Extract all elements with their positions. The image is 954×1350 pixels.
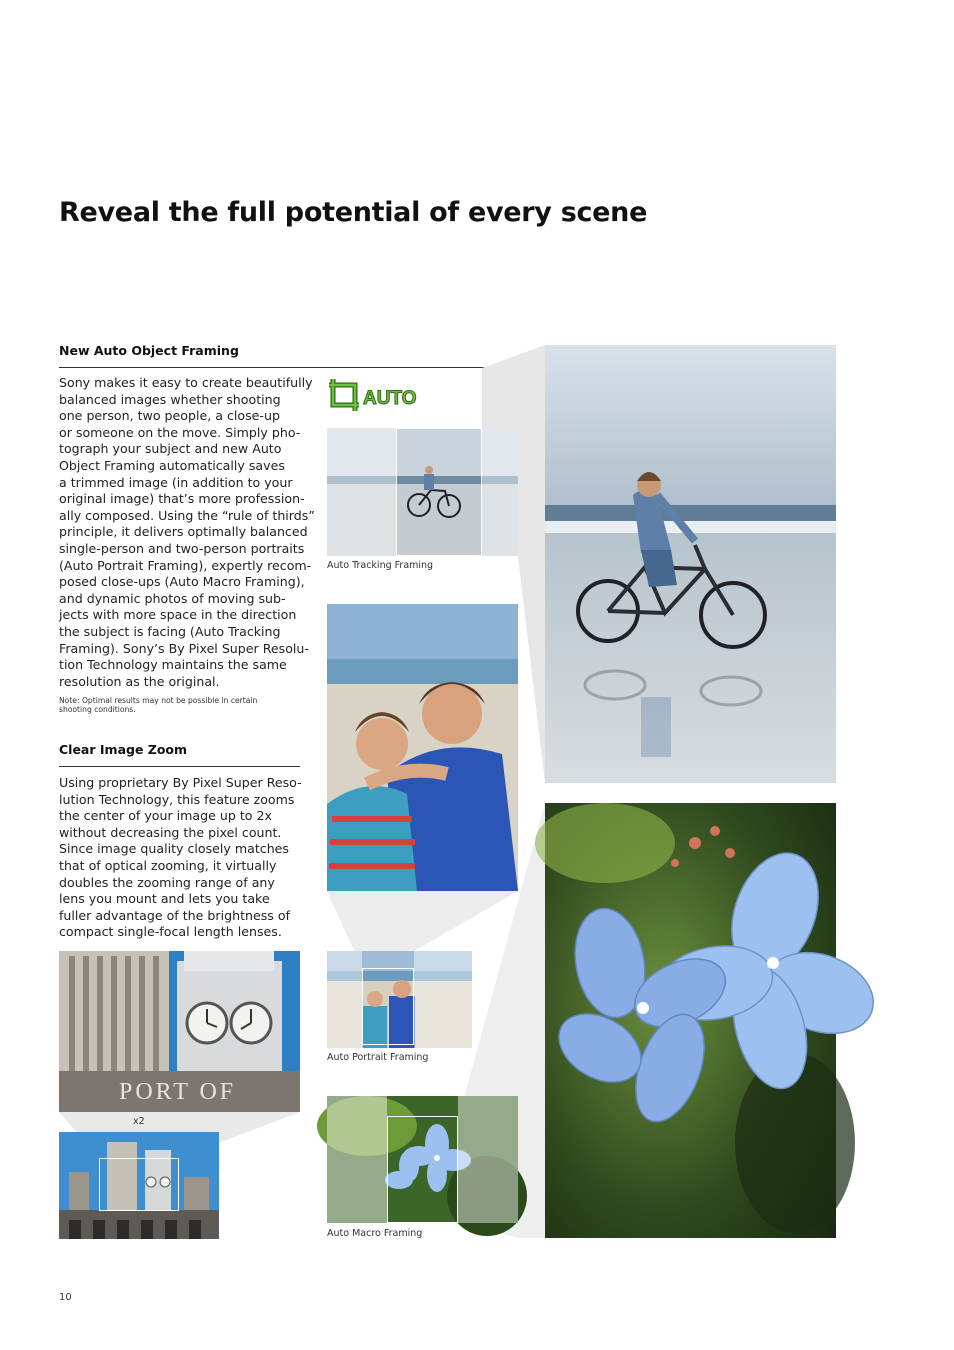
zoom-region-frame [99,1158,179,1211]
text-line: one person, two people, a close-up [59,408,280,424]
photo-clock-tower-original [59,1132,219,1239]
text-line: Using proprietary By Pixel Super Reso- [59,775,302,790]
text-line: original image) that’s more profession- [59,491,305,507]
section-heading-auto-object-framing: New Auto Object Framing [59,343,239,358]
text-line: lens you mount and lets you take [59,891,270,907]
text-line: principle, it delivers optimally balanced [59,524,308,540]
caption-tracking: Auto Tracking Framing [327,560,434,571]
photo-two-boys-portrait [327,604,518,891]
text-line: posed close-ups (Auto Macro Framing), [59,574,305,590]
text-line: without decreasing the pixel count. [59,824,282,840]
text-line: Since image quality closely matches [59,841,289,857]
svg-text:PORT OF: PORT OF [119,1079,237,1105]
caption-portrait: Auto Portrait Framing [327,1052,429,1063]
crop-mask [327,428,396,556]
page-number: 10 [59,1292,72,1303]
text-line: resolution as the original. [59,673,220,689]
text-line: jects with more space in the direction [59,607,297,623]
auto-icon-label: AUTO [363,388,417,409]
thumb-macro-framing [327,1096,518,1223]
caption-macro: Auto Macro Framing [327,1228,423,1239]
crop-mask [458,1096,518,1223]
text-line: single-person and two-person portraits [59,540,305,556]
text-line: tograph your subject and new Auto [59,441,282,457]
text-line: a trimmed image (in addition to your [59,474,293,490]
text-line: or someone on the move. Simply pho- [59,424,301,440]
photo-boy-cycling-beach [545,345,836,783]
text-line: the center of your image up to 2x [59,808,272,824]
text-line: Sony makes it easy to create beautifully [59,375,313,390]
text-line: fuller advantage of the brightness of [59,907,290,923]
crop-frame [396,428,482,556]
text-line: lution Technology, this feature zooms [59,791,295,807]
zoom-factor-label: x2 [133,1116,145,1127]
page-title: Reveal the full potential of every scene [59,197,648,228]
text-line: that of optical zooming, it virtually [59,857,277,873]
crop-frame [362,968,414,1045]
crop-mask [327,951,362,1048]
text-line: compact single-focal length lenses. [59,924,282,940]
crop-mask [414,951,472,1048]
photo-blue-flowers-closeup [545,803,836,1238]
note-line: Note: Optimal results may not be possible in certain [59,696,258,705]
text-line: balanced images whether shooting [59,391,281,407]
text-line: Framing). Sony’s By Pixel Super Resolu- [59,640,309,656]
crop-mask [327,1096,387,1223]
text-line: (Auto Portrait Framing), expertly recom- [59,557,312,573]
section-heading-clear-image-zoom: Clear Image Zoom [59,742,188,757]
thumb-tracking-framing [327,428,518,556]
text-line: doubles the zooming range of any [59,874,275,890]
text-line: and dynamic photos of moving sub- [59,590,286,606]
note-line: shooting conditions. [59,705,136,714]
photo-clock-tower-zoomed [59,951,300,1112]
text-line: Object Framing automatically saves [59,457,285,473]
text-line: ally composed. Using the “rule of thirds” [59,507,315,523]
text-line: the subject is facing (Auto Tracking [59,623,281,639]
text-line: tion Technology maintains the same [59,657,287,673]
thumb-portrait-framing [327,951,472,1048]
crop-frame [387,1116,458,1223]
crop-mask [482,428,518,556]
